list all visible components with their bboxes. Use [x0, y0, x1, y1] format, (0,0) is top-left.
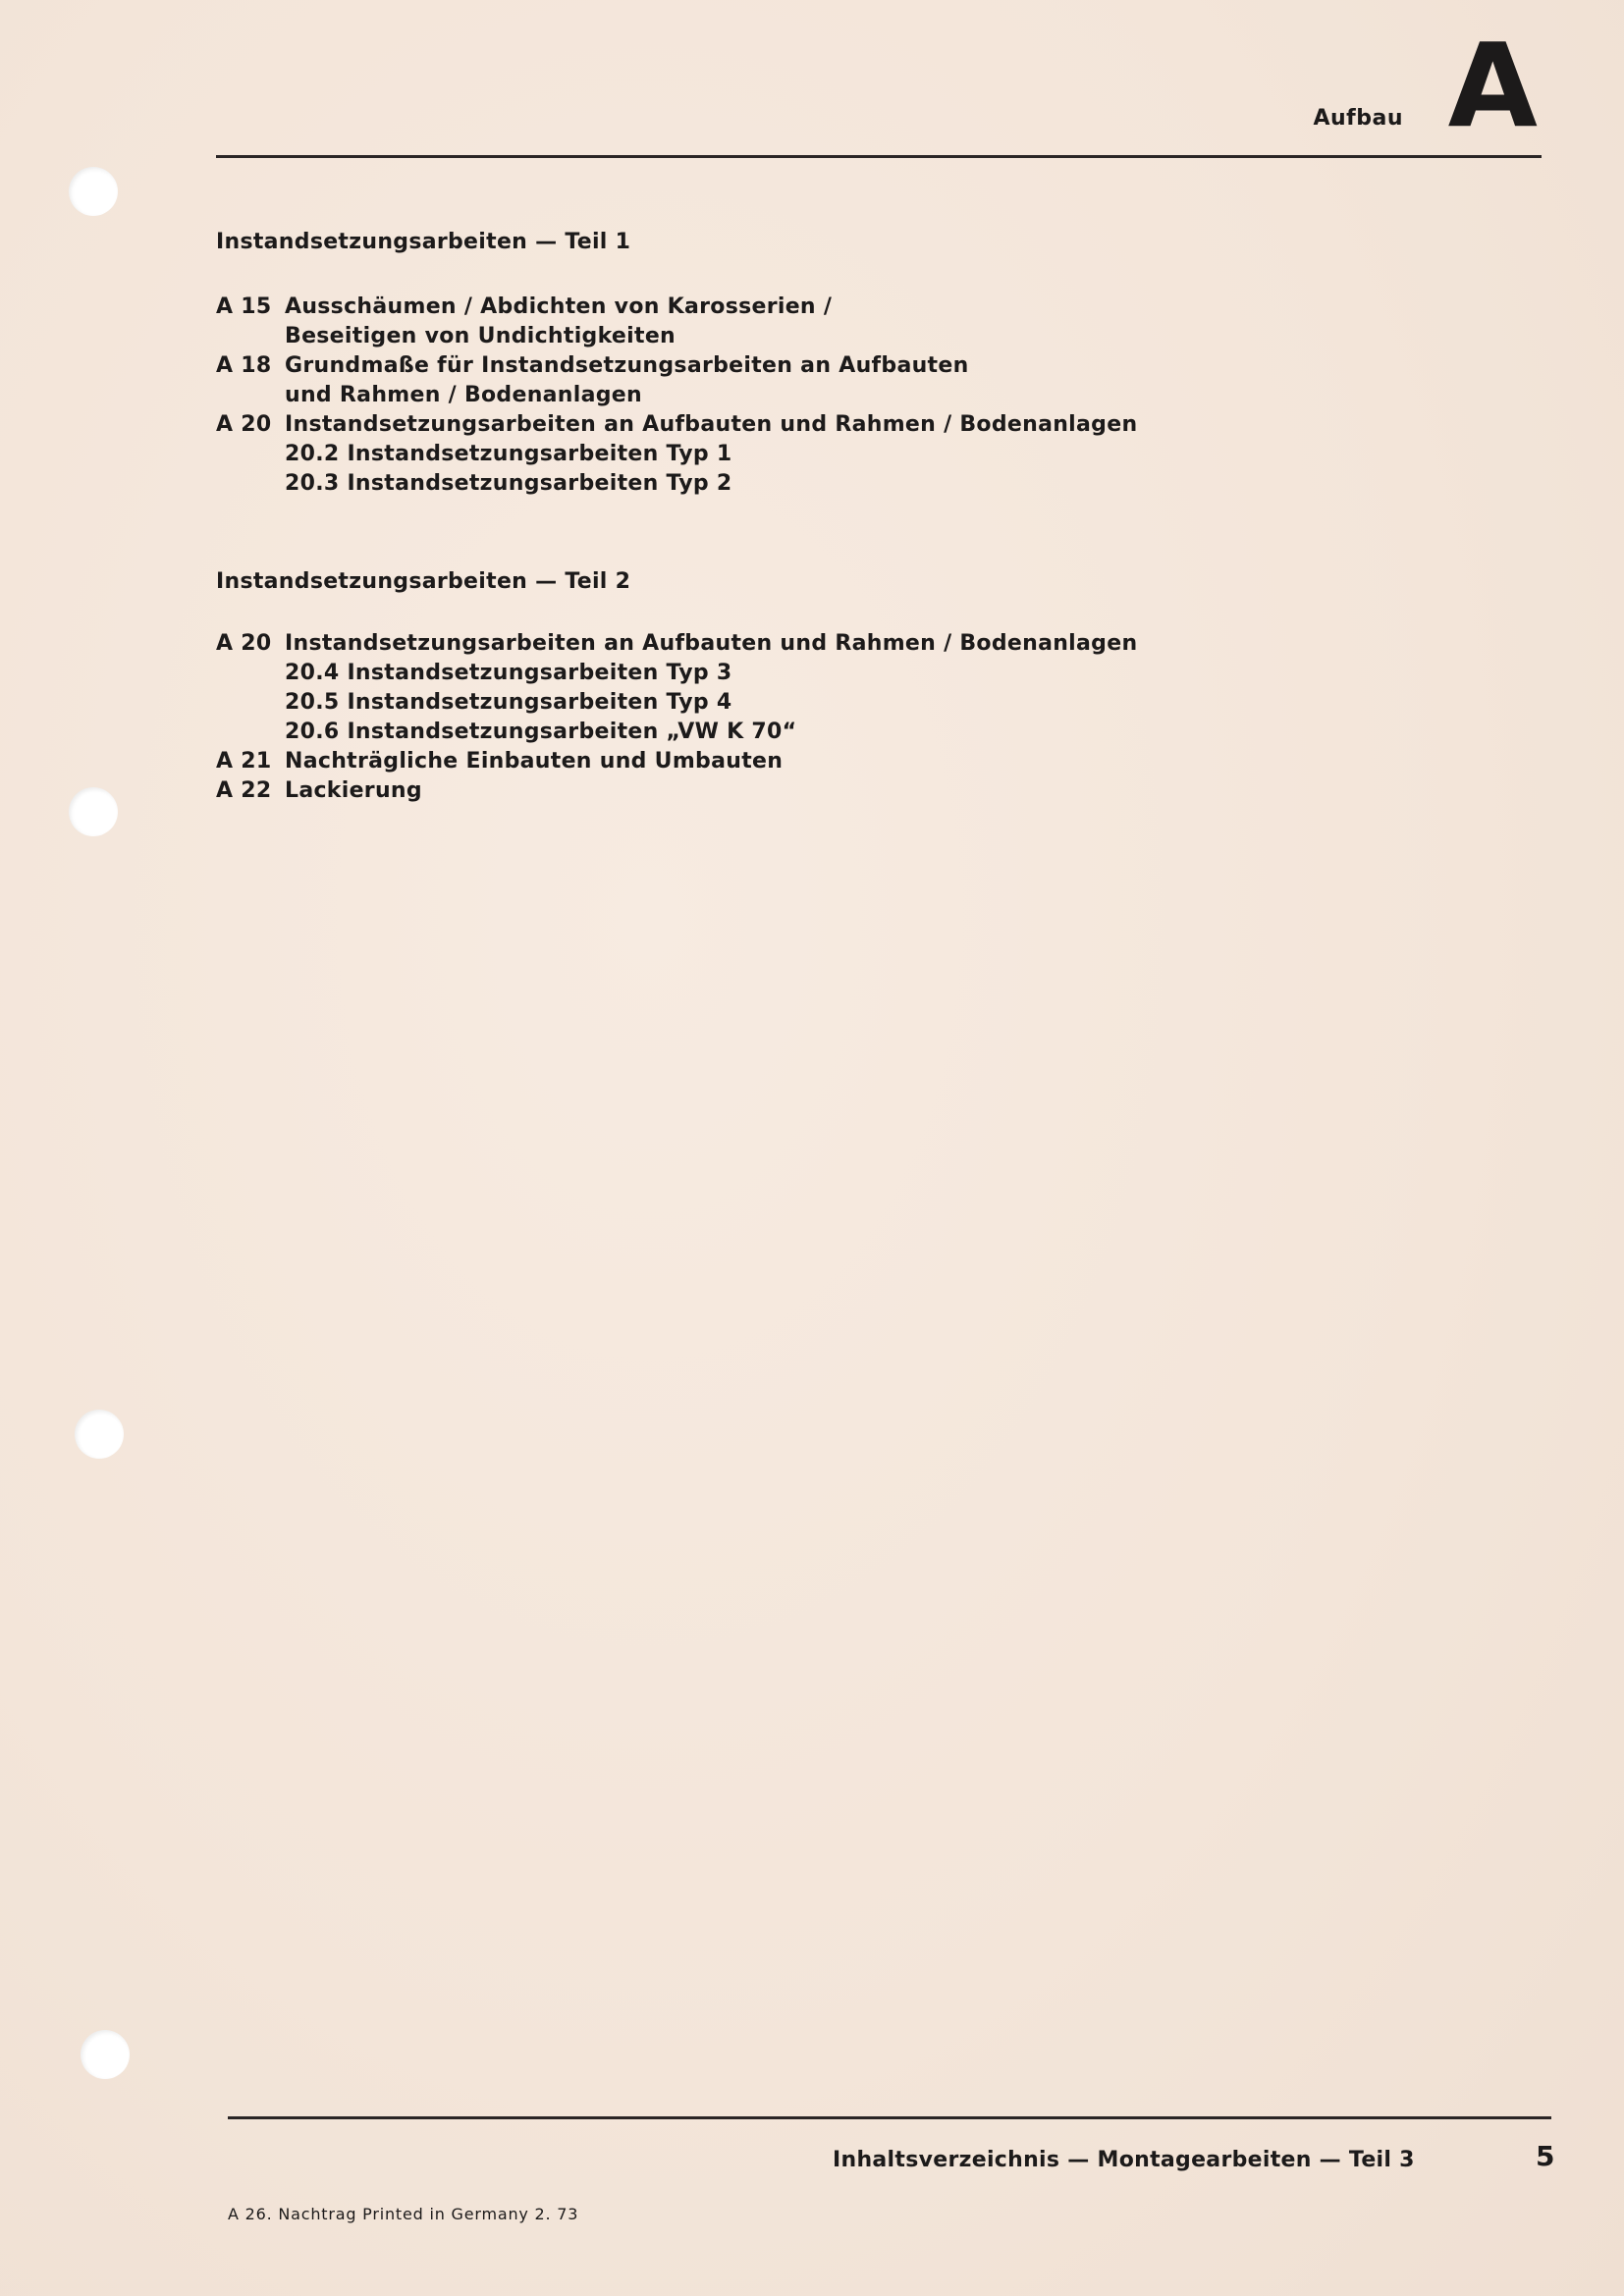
toc-code: A 18: [216, 353, 272, 378]
toc-subentry-20-2[interactable]: [216, 440, 1137, 469]
punch-hole: [75, 1410, 124, 1459]
toc-code: A 22: [216, 778, 272, 803]
toc-entry-a18-cont: [216, 381, 1137, 410]
toc-text: Ausschäumen / Abdichten von Karosserien /: [285, 294, 833, 319]
toc-text: Instandsetzungsarbeiten an Aufbauten und Rahmen / Bodenanlagen: [285, 631, 1138, 656]
toc-entry-a20[interactable]: [216, 629, 1137, 659]
toc-entry-a15[interactable]: [216, 293, 1137, 322]
toc-entry-a21[interactable]: [216, 747, 1137, 776]
toc-text: 20.6 Instandsetzungsarbeiten „VW K 70“: [285, 720, 797, 744]
section-letter: A: [1447, 18, 1538, 153]
toc-subentry-20-3[interactable]: [216, 469, 1137, 499]
header-rule: [216, 155, 1542, 158]
section2-toc: [216, 629, 1137, 806]
toc-text: 20.3 Instandsetzungsarbeiten Typ 2: [285, 471, 732, 496]
toc-subentry-20-5[interactable]: [216, 688, 1137, 718]
section2-heading: Instandsetzungsarbeiten — Teil 2: [216, 569, 631, 594]
toc-entry-a15-cont: [216, 322, 1137, 351]
toc-text: 20.4 Instandsetzungsarbeiten Typ 3: [285, 661, 732, 685]
footer-rule: [228, 2116, 1551, 2119]
imprint-line: A 26. Nachtrag Printed in Germany 2. 73: [228, 2205, 579, 2223]
page-number: 5: [1536, 2140, 1555, 2172]
toc-code: A 15: [216, 294, 272, 319]
toc-text: 20.5 Instandsetzungsarbeiten Typ 4: [285, 690, 732, 715]
toc-code: A 21: [216, 749, 272, 774]
toc-subentry-20-4[interactable]: [216, 659, 1137, 688]
toc-text: Nachträgliche Einbauten und Umbauten: [285, 749, 784, 774]
toc-entry-a18[interactable]: [216, 351, 1137, 381]
toc-text: und Rahmen / Bodenanlagen: [285, 383, 642, 407]
header-title: Aufbau: [1313, 106, 1403, 131]
toc-text: Beseitigen von Undichtigkeiten: [285, 324, 676, 348]
punch-hole: [69, 787, 118, 836]
footer-title: Inhaltsverzeichnis — Montagearbeiten — Teil 3: [833, 2148, 1415, 2172]
toc-entry-a20[interactable]: [216, 410, 1137, 440]
toc-text: Instandsetzungsarbeiten an Aufbauten und Rahmen / Bodenanlagen: [285, 412, 1138, 437]
toc-text: 20.2 Instandsetzungsarbeiten Typ 1: [285, 442, 732, 466]
toc-entry-a22[interactable]: [216, 776, 1137, 806]
section1-toc: [216, 293, 1137, 499]
punch-hole: [69, 167, 118, 216]
toc-text: Grundmaße für Instandsetzungsarbeiten an Aufbauten: [285, 353, 969, 378]
toc-code: A 20: [216, 412, 272, 437]
toc-text: Lackierung: [285, 778, 422, 803]
punch-hole: [81, 2030, 130, 2079]
section1-heading: Instandsetzungsarbeiten — Teil 1: [216, 230, 631, 254]
toc-subentry-20-6[interactable]: [216, 718, 1137, 747]
toc-code: A 20: [216, 631, 272, 656]
